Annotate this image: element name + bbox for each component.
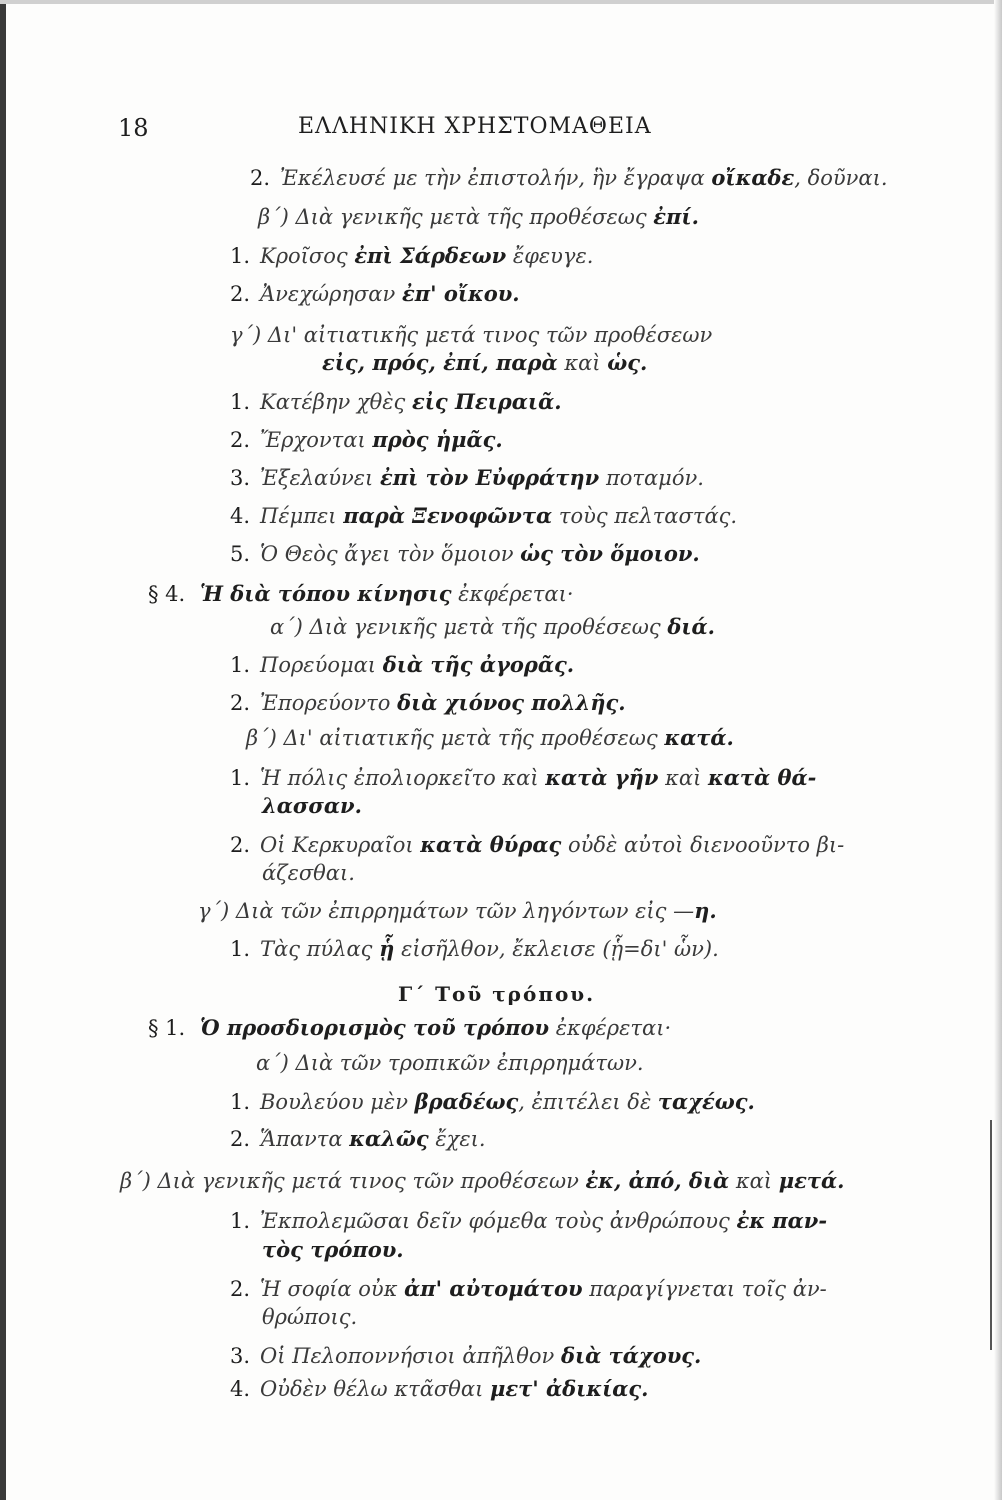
- body-text: γ΄) Διὰ τῶν ἐπιρρημάτων τῶν ληγόντων εἰς —: [198, 899, 695, 923]
- emphasized-text: εἰς Πειραιᾶ.: [412, 389, 562, 414]
- body-text: Πορεύομαι: [260, 653, 383, 677]
- line-number: 1.: [230, 390, 251, 414]
- body-text: θρώποις.: [262, 1305, 358, 1329]
- emphasized-text: ἐπὶ τὸν Εὐφράτην: [379, 465, 600, 490]
- body-text: Ἀνεχώρησαν: [260, 282, 402, 306]
- text-line: [270, 614, 715, 640]
- body-text: καὶ: [729, 1169, 779, 1193]
- line-number: 1.: [230, 1090, 251, 1114]
- text-line: [198, 898, 717, 924]
- line-number: 4.: [230, 1377, 251, 1401]
- emphasized-text: τὸς τρόπου.: [262, 1237, 404, 1262]
- text-line: [230, 281, 520, 307]
- body-text: εἰσῆλθον, ἔκλεισε (ᾗ=δι' ὧν).: [394, 937, 719, 961]
- emphasized-text: κατά.: [664, 725, 734, 750]
- text-line: [262, 860, 355, 886]
- body-text: Ἅπαντα: [260, 1127, 350, 1151]
- body-text: ἔχει.: [428, 1127, 486, 1151]
- line-number: 5.: [230, 542, 251, 566]
- line-number: 3.: [230, 1344, 251, 1368]
- body-text: Ἡ σοφία οὐκ: [260, 1277, 405, 1301]
- emphasized-text: η.: [694, 898, 717, 923]
- body-text: καὶ: [658, 766, 709, 790]
- body-text: Ἐξελαύνει: [260, 466, 380, 490]
- scan-right-edge: [994, 0, 1002, 1500]
- body-text: , ἐπιτέλει δὲ: [518, 1090, 658, 1114]
- section-heading: Γ΄ Τοῦ τρόπου.: [398, 982, 596, 1006]
- text-line: [230, 1089, 755, 1115]
- body-text: Ἡ πόλις ἐπολιορκεῖτο καὶ: [260, 766, 546, 790]
- body-text: Οὐδὲν θέλω κτᾶσθαι: [260, 1377, 490, 1401]
- body-text: παραγίγνεται τοῖς ἀν-: [582, 1277, 827, 1301]
- emphasized-text: διὰ τάχους.: [560, 1343, 702, 1368]
- body-text: α΄) Διὰ γενικῆς μετὰ τῆς προθέσεως: [270, 615, 668, 639]
- emphasized-text: ᾗ: [379, 936, 395, 961]
- emphasized-text: διὰ χιόνος πολλῆς.: [397, 690, 626, 715]
- body-text: γ΄) Δι' αἰτιατικῆς μετά τινος τῶν προθέσεων: [230, 323, 713, 347]
- emphasized-text: ἐπί.: [653, 204, 699, 229]
- emphasized-text: καλῶς: [349, 1126, 429, 1151]
- emphasized-text: Ὁ προσδιορισμὸς τοῦ τρόπου: [200, 1015, 550, 1040]
- text-line: [230, 936, 719, 962]
- emphasized-text: ἐπ' οἴκου.: [401, 281, 520, 306]
- text-line: [230, 389, 562, 415]
- text-line: [148, 1015, 671, 1041]
- text-line: [230, 1276, 827, 1302]
- line-number: 1.: [230, 653, 251, 677]
- text-line: [250, 165, 888, 191]
- emphasized-text: μετά.: [778, 1168, 845, 1193]
- scan-top-edge: [0, 0, 1002, 4]
- line-number: 1.: [230, 1209, 251, 1233]
- emphasized-text: ὡς τὸν ὅμοιον.: [520, 541, 700, 566]
- emphasized-text: ἐκ παν-: [736, 1208, 828, 1233]
- text-line: [230, 1126, 486, 1152]
- line-number: 2.: [230, 691, 251, 715]
- text-line: [230, 652, 574, 678]
- scan-left-edge: [0, 0, 6, 1500]
- line-number: § 1.: [148, 1016, 186, 1040]
- line-number: 2.: [250, 166, 271, 190]
- body-text: ποταμόν.: [599, 466, 704, 490]
- emphasized-text: ταχέως.: [657, 1089, 755, 1114]
- emphasized-text: ἀπ' αὐτομάτου: [404, 1276, 583, 1301]
- body-text: Κροῖσος: [260, 244, 355, 268]
- emphasized-text: κατὰ γῆν: [545, 765, 659, 790]
- scan-margin-mark: [990, 1120, 992, 1350]
- emphasized-text: κατὰ θά-: [708, 765, 817, 790]
- text-line: [148, 581, 574, 607]
- emphasized-text: ὡς.: [607, 350, 648, 375]
- body-text: Ἐκπολεμῶσαι δεῖν φόμεθα τοὺς ἀνθρώπους: [260, 1209, 737, 1233]
- body-text: Ἐκέλευσέ με τὴν ἐπιστολήν, ἣν ἔγραψα: [280, 166, 712, 190]
- text-line: [230, 690, 626, 716]
- line-number: 2.: [230, 282, 251, 306]
- body-text: Τὰς πύλας: [260, 937, 380, 961]
- text-line: [230, 1343, 701, 1369]
- text-line: [120, 1168, 844, 1194]
- emphasized-text: ἐκ, ἀπό, διὰ: [585, 1168, 730, 1193]
- body-text: β΄) Δι' αἰτιατικῆς μετὰ τῆς προθέσεως: [246, 726, 665, 750]
- running-title: ΕΛΛΗΝΙΚΗ ΧΡΗΣΤΟΜΑΘΕΙΑ: [298, 114, 652, 139]
- body-text: Ἐπορεύοντο: [260, 691, 398, 715]
- emphasized-text: πρὸς ἡμᾶς.: [372, 427, 503, 452]
- text-line: [230, 1208, 827, 1234]
- body-text: ἐκφέρεται·: [451, 582, 574, 606]
- text-line: [258, 204, 699, 230]
- text-line: [230, 503, 737, 529]
- body-text: ἐκφέρεται·: [549, 1016, 672, 1040]
- body-text: τοὺς πελταστάς.: [552, 504, 738, 528]
- text-line: [230, 427, 503, 453]
- line-number: 1.: [230, 766, 251, 790]
- text-line: [256, 1050, 644, 1076]
- line-number: 2.: [230, 1277, 251, 1301]
- text-line: [262, 793, 362, 819]
- line-number: 1.: [230, 937, 251, 961]
- text-line: [398, 981, 595, 1007]
- text-line: [230, 832, 844, 858]
- body-text: β΄) Διὰ γενικῆς μετά τινος τῶν προθέσεων: [120, 1169, 586, 1193]
- text-line: [230, 322, 712, 348]
- line-number: 2.: [230, 833, 251, 857]
- body-text: άζεσθαι.: [262, 861, 355, 885]
- text-line: [230, 1376, 649, 1402]
- text-line: [262, 1304, 357, 1330]
- emphasized-text: διὰ τῆς ἀγορᾶς.: [382, 652, 575, 677]
- line-number: § 4.: [148, 582, 186, 606]
- emphasized-text: διά.: [667, 614, 715, 639]
- page-number: 18: [118, 114, 149, 142]
- text-line: [262, 1237, 404, 1263]
- line-number: 1.: [230, 244, 251, 268]
- emphasized-text: εἰς, πρός, ἐπί, παρὰ: [322, 350, 558, 375]
- emphasized-text: βραδέως: [414, 1089, 519, 1114]
- line-number: 2.: [230, 428, 251, 452]
- emphasized-text: οἴκαδε: [711, 165, 795, 190]
- body-text: Κατέβην χθὲς: [260, 390, 412, 414]
- text-line: [246, 725, 734, 751]
- body-text: , δοῦναι.: [794, 166, 888, 190]
- emphasized-text: κατὰ θύρας: [420, 832, 562, 857]
- body-text: Πέμπει: [260, 504, 344, 528]
- emphasized-text: παρὰ Ξενοφῶντα: [343, 503, 553, 528]
- body-text: Ὁ Θεὸς ἄγει τὸν ὅμοιον: [260, 542, 521, 566]
- body-text: Βουλεύου μὲν: [260, 1090, 415, 1114]
- body-text: Ἔρχονται: [260, 428, 373, 452]
- line-number: 2.: [230, 1127, 251, 1151]
- emphasized-text: ἐπὶ Σάρδεων: [354, 243, 507, 268]
- text-line: [230, 243, 593, 269]
- emphasized-text: μετ' ἀδικίας.: [490, 1376, 649, 1401]
- body-text: β΄) Διὰ γενικῆς μετὰ τῆς προθέσεως: [258, 205, 654, 229]
- body-text: α΄) Διὰ τῶν τροπικῶν ἐπιρρημάτων.: [256, 1051, 644, 1075]
- emphasized-text: Ἡ διὰ τόπου κίνησις: [200, 581, 452, 606]
- body-text: Οἱ Πελοποννήσιοι ἀπῆλθον: [260, 1344, 561, 1368]
- text-line: [230, 765, 816, 791]
- line-number: 3.: [230, 466, 251, 490]
- text-line: [322, 350, 647, 376]
- text-line: [230, 541, 700, 567]
- emphasized-text: λασσαν.: [262, 793, 362, 818]
- text-line: [230, 465, 704, 491]
- body-text: οὐδὲ αὐτοὶ διενοοῦντο βι-: [561, 833, 845, 857]
- body-text: Οἱ Κερκυραῖοι: [260, 833, 421, 857]
- body-text: ἔφευγε.: [506, 244, 594, 268]
- body-text: καὶ: [557, 351, 608, 375]
- line-number: 4.: [230, 504, 251, 528]
